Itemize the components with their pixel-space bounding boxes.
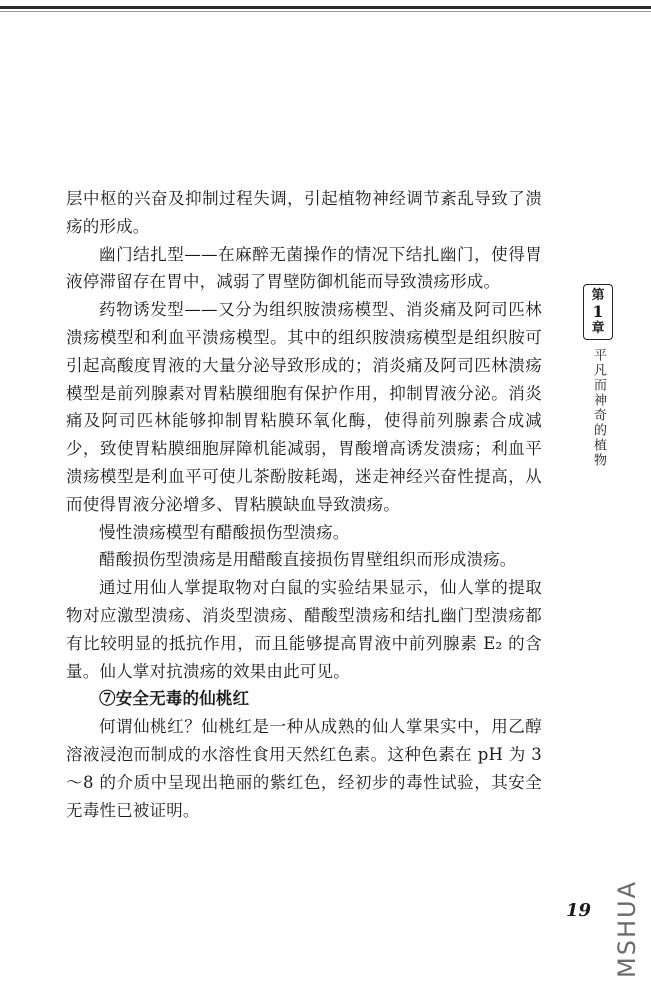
paragraph-chronic-ulcer: 慢性溃疡模型有醋酸损伤型溃疡。 — [99, 522, 350, 542]
body-text — [66, 185, 542, 824]
chapter-badge — [583, 284, 613, 340]
paragraph-continuation: 层中枢的兴奋及抑制过程失调，引起植物神经调节紊乱导致了溃疡的形成。 — [66, 189, 542, 236]
chapter-suffix: 章 — [591, 321, 605, 336]
paragraph-acetic-acid: 醋酸损伤型溃疡是用醋酸直接损伤胃壁组织而形成溃疡。 — [99, 550, 517, 570]
paragraph-experiment-results: 通过用仙人掌提取物对白鼠的实验结果显示，仙人掌的提取物对应激型溃疡、消炎型溃疡、醋酸型溃疡和结扎幽门型溃疡都有比较明显的抵抗作用，而且能够提高胃液中前列腺素 E₂ 的含量。仙人掌对抗溃疡的效果由此可见。 — [66, 578, 542, 681]
chapter-title: 平凡而神奇的植物 — [591, 348, 606, 468]
top-border-thin-rule — [0, 11, 651, 12]
watermark: MSHUA — [613, 880, 641, 978]
chapter-prefix: 第 — [591, 288, 605, 303]
paragraph-drug-induced: 药物诱发型——又分为组织胺溃疡模型、消炎痛及阿司匹林溃疡模型和利血平溃疡模型。其中的组织胺溃疡模型是组织胺可引起高酸度胃液的大量分泌导致形成的；消炎痛及阿司匹林溃疡模型是前列腺素对胃粘膜细胞有保护作用，抑制胃液分泌。消炎痛及阿司匹林能够抑制胃粘膜环氧化酶，使得前列腺素合成减少，致使胃粘膜细胞屏障机能减弱，胃酸增高诱发溃疡；利血平溃疡模型是利血平可使儿茶酚胺耗竭，迷走神经兴奋性提高，从而使得胃液分泌增多、胃粘膜缺血导致溃疡。 — [66, 300, 542, 514]
paragraph-pylorus-ligation: 幽门结扎型——在麻醉无菌操作的情况下结扎幽门，使得胃液停滞留存在胃中，减弱了胃壁防御机能而导致溃疡形成。 — [66, 244, 542, 292]
paragraph-xiantaohong: 何谓仙桃红？仙桃红是一种从成熟的仙人掌果实中，用乙醇溶液浸泡而制成的水溶性食用天然红色素。这种色素在 pH 为 3～8 的介质中呈现出艳丽的紫红色，经初步的毒性试验，其安全无毒性已被证明。 — [66, 717, 542, 820]
page-number: 19 — [566, 900, 592, 921]
top-border-rule — [0, 6, 651, 9]
chapter-number: 1 — [592, 302, 604, 321]
section-heading: ⑦安全无毒的仙桃红 — [99, 689, 250, 709]
chapter-sidebar — [581, 284, 615, 468]
